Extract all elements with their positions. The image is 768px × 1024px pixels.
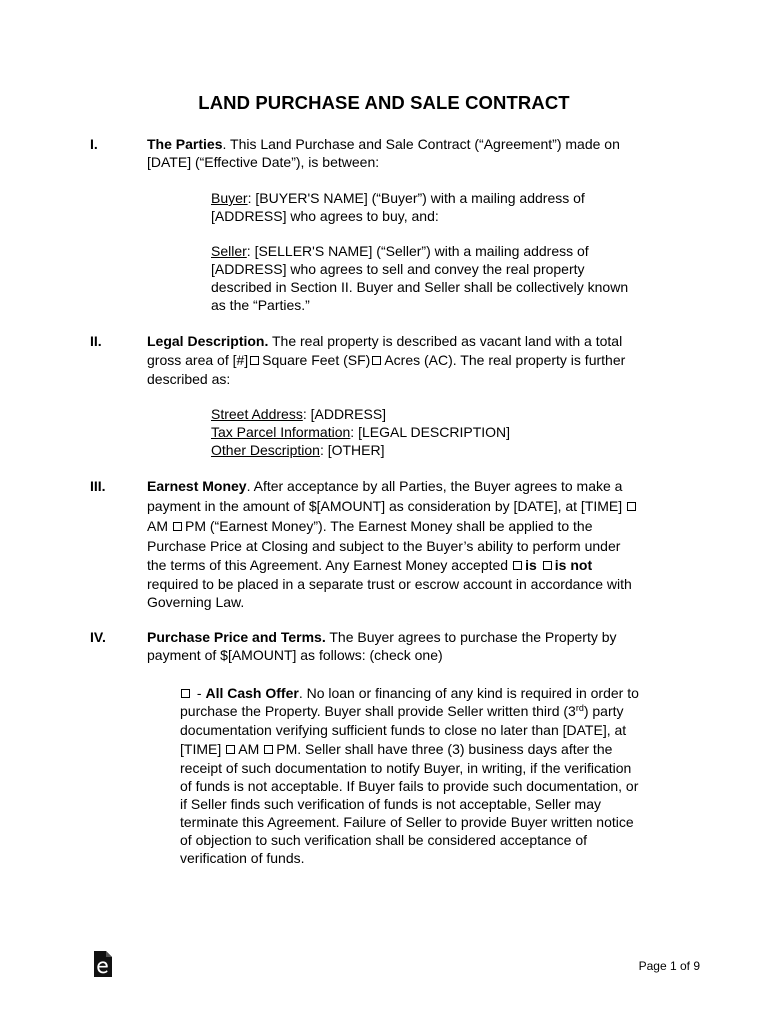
- section-number-1: I.: [90, 136, 98, 152]
- section-2-heading: Legal Description.: [147, 333, 269, 349]
- superscript-rd: rd: [575, 703, 584, 713]
- gross-area-text: gross area of [#]: [147, 352, 249, 368]
- section-2-text: The real property is described as vacant land with a total: [268, 333, 623, 349]
- section-1-line-2: [DATE] (“Effective Date”), is between:: [147, 154, 380, 170]
- checkbox-acres[interactable]: [372, 356, 381, 365]
- seller-line-1: [211, 242, 589, 260]
- section-3-line-4: Purchase Price at Closing and subject to the Buyer’s ability to perform under: [147, 538, 621, 554]
- checkbox-cash-am[interactable]: [226, 745, 235, 754]
- cash-offer-line-7: if Seller finds such verification of funds is not acceptable, Seller may: [180, 796, 601, 812]
- section-4-text: The Buyer agrees to purchase the Property by: [325, 629, 617, 645]
- section-3-line-2: [147, 497, 639, 515]
- section-number-3: III.: [90, 478, 106, 494]
- tax-parcel-label: Tax Parcel Information: [211, 424, 351, 440]
- cash-offer-line-3: documentation verifying sufficient funds to close no later than [DATE], at: [180, 722, 627, 738]
- cash-offer-text-2a: purchase the Property. Buyer shall provide Seller written third (3: [180, 703, 576, 719]
- street-address-label: Street Address: [211, 406, 303, 422]
- other-description-label: Other Description: [211, 442, 320, 458]
- cash-time-text: [TIME]: [180, 741, 222, 757]
- section-3-line-5: [147, 556, 592, 574]
- section-1-heading: The Parties: [147, 136, 223, 152]
- seller-label: Seller: [211, 243, 247, 259]
- section-3-line-1: [147, 477, 622, 495]
- square-feet-label: Square Feet (SF): [262, 352, 371, 368]
- buyer-line-1: [211, 189, 585, 207]
- checkbox-is[interactable]: [513, 561, 522, 570]
- cash-am-label: AM: [238, 741, 260, 757]
- section-1-line-1: [147, 135, 620, 153]
- buyer-label: Buyer: [211, 190, 248, 206]
- option-dash: -: [193, 685, 206, 701]
- tax-parcel-value: : [LEGAL DESCRIPTION]: [350, 424, 511, 440]
- cash-offer-text-2b: ) party: [583, 703, 624, 719]
- section-number-2: II.: [90, 333, 102, 349]
- section-number-4: IV.: [90, 629, 106, 645]
- checkbox-square-feet[interactable]: [250, 356, 259, 365]
- section-3-line-7: Governing Law.: [147, 594, 245, 610]
- other-description-line: [211, 441, 385, 459]
- checkbox-all-cash-offer[interactable]: [181, 689, 190, 698]
- section-4-line-1: [147, 628, 617, 646]
- street-address-line: [211, 405, 386, 423]
- section-1-text: . This Land Purchase and Sale Contract (“Agreement”) made on: [222, 136, 620, 152]
- cash-offer-line-2: [180, 702, 624, 720]
- checkbox-earnest-am[interactable]: [627, 502, 636, 511]
- buyer-line-2: [ADDRESS] who agrees to buy, and:: [211, 208, 439, 224]
- seller-line-3: described in Section II. Buyer and Seller shall be collectively known: [211, 279, 629, 295]
- cash-offer-line-10: verification of funds.: [180, 850, 305, 866]
- street-address-value: : [ADDRESS]: [302, 406, 387, 422]
- earnest-am-label: AM: [147, 518, 168, 534]
- cash-offer-line-8: terminate this Agreement. Failure of Seller to provide Buyer written notice: [180, 814, 634, 830]
- seller-line-4: as the “Parties.”: [211, 297, 310, 313]
- cash-offer-line-6: of funds is not acceptable. If Buyer fails to provide such documentation, or: [180, 778, 639, 794]
- buyer-text: : [BUYER'S NAME] (“Buyer”) with a mailing address of: [247, 190, 585, 206]
- cash-offer-line-4: [180, 740, 612, 758]
- earnest-pm-text: PM (“Earnest Money”). The Earnest Money shall be applied to the: [185, 518, 593, 534]
- cash-offer-line-1: [180, 684, 639, 702]
- acres-label: Acres (AC). The real property is further: [384, 352, 626, 368]
- cash-pm-text: PM. Seller shall have three (3) business days after the: [276, 741, 613, 757]
- section-4-heading: Purchase Price and Terms.: [147, 629, 326, 645]
- section-4-line-2: payment of $[AMOUNT] as follows: (check one): [147, 647, 443, 663]
- is-label: is: [525, 557, 537, 573]
- section-3-heading: Earnest Money: [147, 478, 247, 494]
- seller-line-2: [ADDRESS] who agrees to sell and convey the real property: [211, 261, 585, 277]
- all-cash-offer-heading: All Cash Offer: [205, 685, 299, 701]
- section-3-line-6: required to be placed in a separate trust or escrow account in accordance with: [147, 576, 632, 592]
- cash-offer-line-9: of objection to such verification shall be considered acceptance of: [180, 832, 588, 848]
- tax-parcel-line: [211, 423, 510, 441]
- document-title: LAND PURCHASE AND SALE CONTRACT: [198, 92, 570, 113]
- cash-offer-text: . No loan or financing of any kind is required in order to: [298, 685, 639, 701]
- page-number: Page 1 of 9: [638, 959, 700, 973]
- checkbox-earnest-pm[interactable]: [173, 522, 182, 531]
- cash-offer-line-5: receipt of such documentation to notify Buyer, in writing, if the verification: [180, 760, 632, 776]
- earnest-amount-text: payment in the amount of $[AMOUNT] as consideration by [DATE], at [TIME]: [147, 498, 623, 514]
- eforms-logo-icon: [93, 950, 113, 978]
- section-2-line-1: [147, 332, 622, 350]
- other-description-value: : [OTHER]: [319, 442, 385, 458]
- earnest-accepted-text: the terms of this Agreement. Any Earnest Money accepted: [147, 557, 509, 573]
- is-not-label: is not: [554, 557, 593, 573]
- section-2-line-2: [147, 351, 625, 369]
- checkbox-cash-pm[interactable]: [264, 745, 273, 754]
- section-3-text: . After acceptance by all Parties, the Buyer agrees to make a: [246, 478, 623, 494]
- checkbox-is-not[interactable]: [543, 561, 552, 570]
- seller-text: : [SELLER'S NAME] (“Seller”) with a mailing address of: [246, 243, 589, 259]
- section-3-line-3: [147, 517, 593, 535]
- section-2-line-3: described as:: [147, 371, 231, 387]
